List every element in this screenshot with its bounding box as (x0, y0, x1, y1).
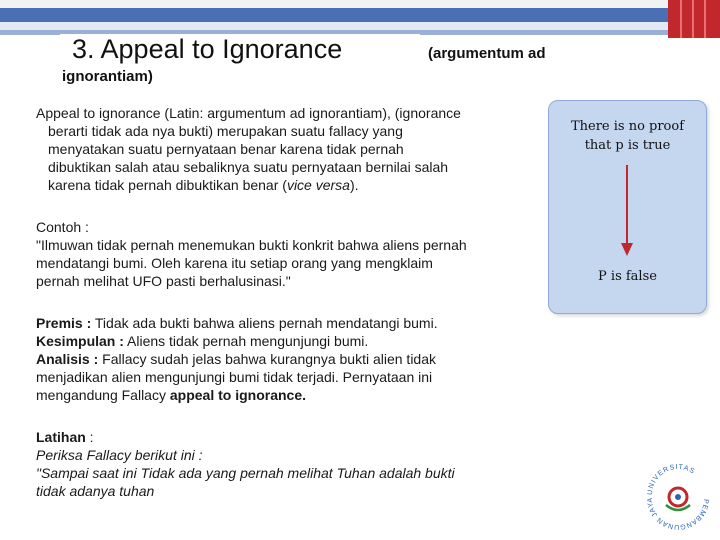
exercise-paragraph (36, 428, 540, 500)
kesimpulan-text: Aliens tidak pernah mengunjungi bumi. (123, 333, 369, 349)
example-paragraph (36, 218, 540, 290)
header-red-block (668, 0, 720, 38)
premis-text: Tidak ada bukti bahwa aliens pernah mendatangi bumi. (91, 315, 438, 331)
diagram-premise-line: that p is true (584, 138, 671, 153)
header-red-line (704, 0, 706, 38)
definition-text: dibuktikan salah atau sebaliknya suatu pernyataan bernilai salah (48, 159, 449, 175)
diagram-premise-line: There is no proof (570, 119, 685, 134)
analisis-text: mengandung Fallacy (36, 387, 170, 403)
exercise-text: Periksa Fallacy berikut ini : (36, 447, 203, 463)
analisis-text: Fallacy sudah jelas bahwa kurangnya bukti alien tidak (98, 351, 437, 367)
definition-text: berarti tidak ada nya bukti) merupakan suatu fallacy yang (48, 123, 403, 139)
example-text: mendatangi bumi. Oleh karena itu setiap orang yang mengklaim (36, 255, 433, 271)
svg-text:UNIVERSITAS: UNIVERSITAS (646, 463, 697, 496)
university-logo (638, 455, 718, 535)
example-label: Contoh : (36, 219, 89, 235)
example-text: "Ilmuwan tidak pernah menemukan bukti konkrit bahwa aliens pernah (36, 237, 467, 253)
kesimpulan-label: Kesimpulan : (36, 333, 124, 349)
svg-text:PEMBANGUNAN JAYA: PEMBANGUNAN JAYA (646, 497, 710, 531)
slide-body (36, 104, 540, 524)
header-red-line (680, 0, 682, 38)
analisis-text: menjadikan alien mengunjungi bumi tidak terjadi. Pernyataan ini (36, 369, 433, 385)
definition-italic: vice versa (286, 177, 350, 193)
analisis-label: Analisis : (36, 351, 99, 367)
header-red-line (692, 0, 694, 38)
header-stripe (0, 0, 720, 8)
premis-label: Premis : (36, 315, 92, 331)
page-title-subtitle-continued: ignorantiam) (62, 68, 153, 85)
analysis-paragraph (36, 314, 540, 404)
header-stripe (0, 22, 720, 30)
diagram-conclusion: P is false (598, 269, 657, 284)
exercise-text: tidak adanya tuhan (36, 483, 155, 499)
exercise-text: "Sampai saat ini Tidak ada yang pernah melihat Tuhan adalah bukti (36, 465, 455, 481)
header-stripe (0, 8, 720, 22)
definition-term: Appeal to ignorance (36, 105, 161, 121)
exercise-label: Latihan (36, 429, 86, 445)
example-text: pernah melihat UFO pasti berhalusinasi." (36, 273, 291, 289)
definition-text: (Latin: argumentum ad ignorantiam), (ignorance (160, 105, 461, 121)
page-title: 3. Appeal to Ignorance (72, 34, 343, 64)
exercise-label-colon: : (85, 429, 94, 445)
page-title-subtitle: (argumentum ad (428, 45, 546, 62)
definition-text: ). (349, 177, 359, 193)
diagram-premise (549, 117, 706, 155)
definition-paragraph (36, 104, 540, 194)
definition-text: karena tidak pernah dibuktikan benar ( (48, 177, 287, 193)
definition-text: menyatakan suatu pernyataan benar karena tidak pernah (48, 141, 404, 157)
analisis-fallacy-name: appeal to ignorance. (169, 387, 307, 403)
argument-diagram-box (548, 100, 707, 314)
down-arrow-icon (620, 165, 634, 257)
